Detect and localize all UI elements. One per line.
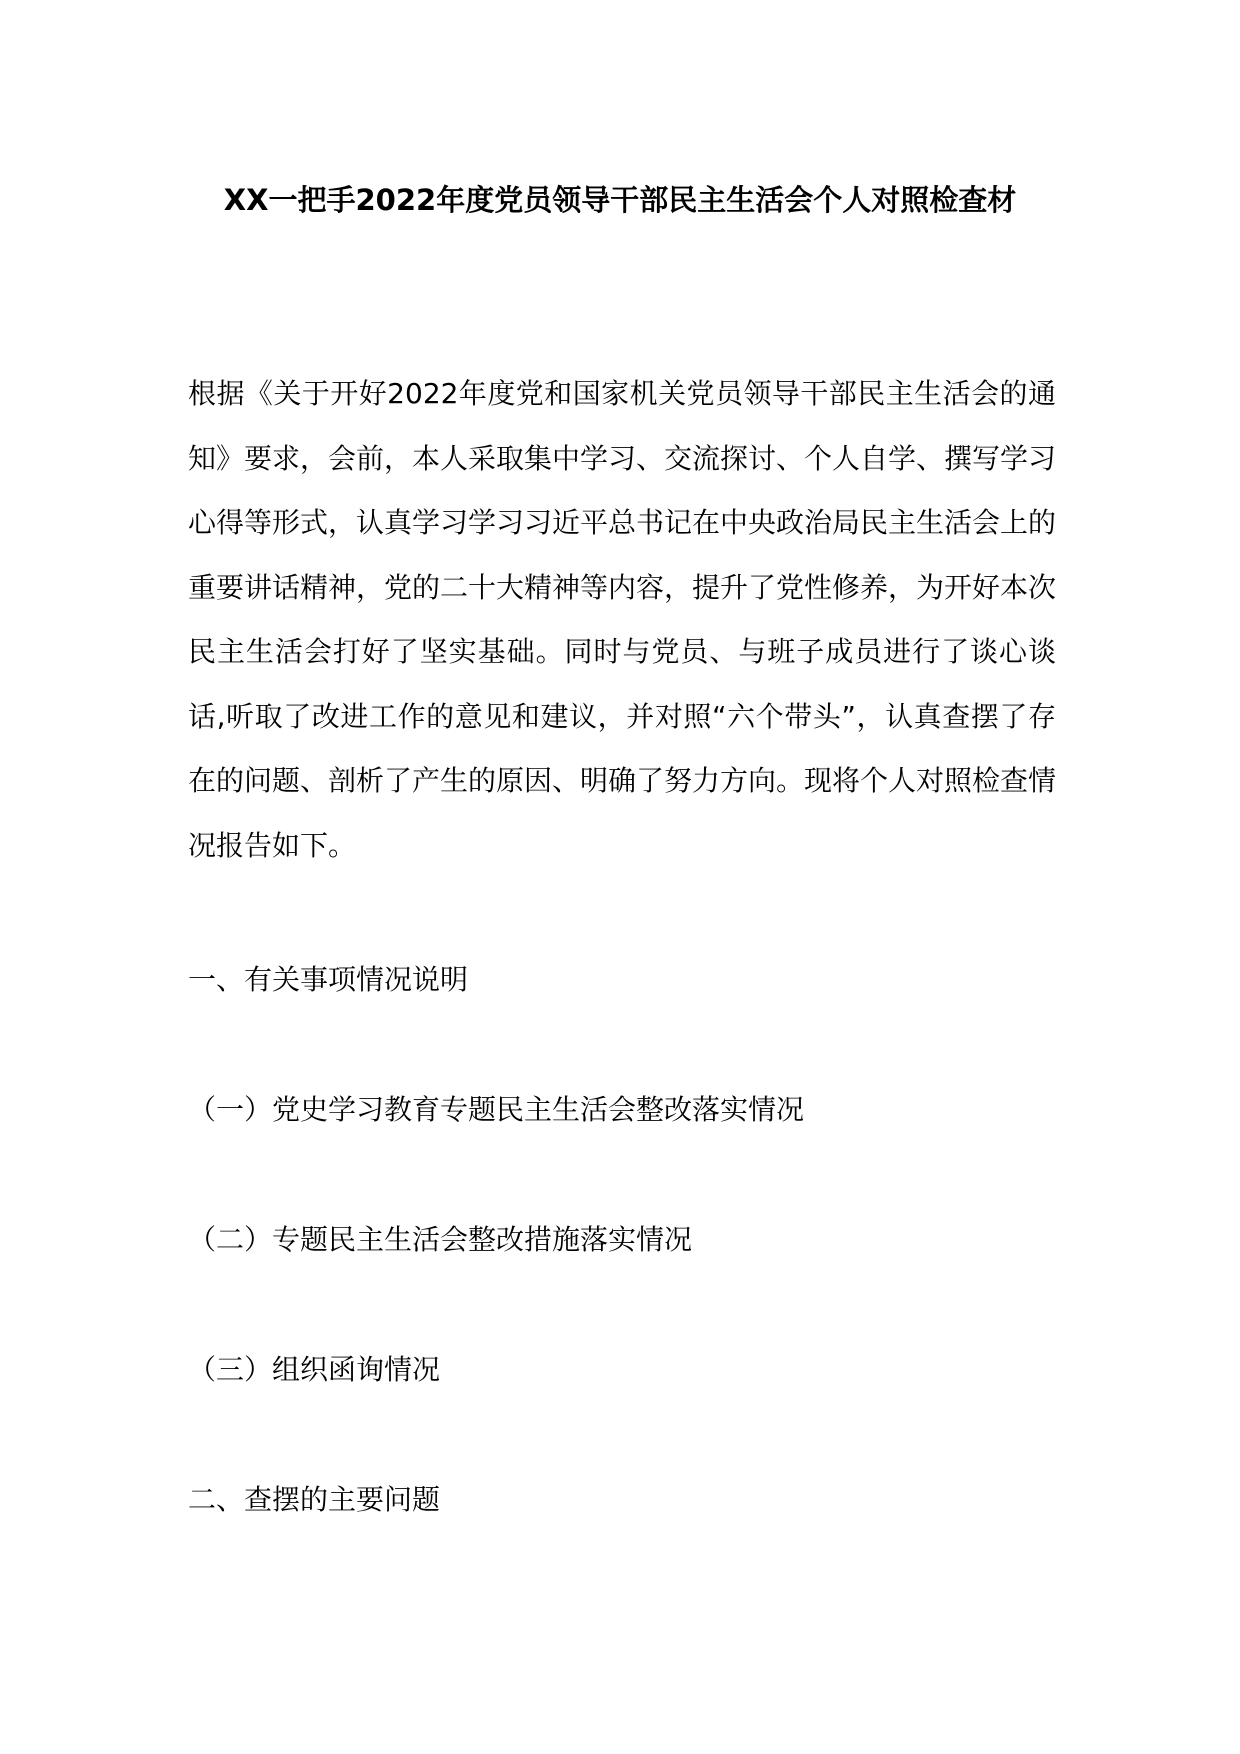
- intro-paragraph: 根据《关于开好2022年度党和国家机关党员领导干部民主生活会的通知》要求，会前，本人采取集中学习、交流探讨、个人自学、撰写学习心得等形式，认真学习学习习近平总书记在中央政治局民主生活会上的重要讲话精神，党的二十大精神等内容，提升了党性修养，为开好本次民主生活会打好了坚实基础。同时与党员、与班子成员进行了谈心谈话,听取了改进工作的意见和建议，并对照“六个带头”，认真查摆了存在的问题、剖析了产生的原因、明确了努力方向。现将个人对照检查情况报告如下。: [188, 377, 1057, 862]
- subsection-heading-1: （一）党史学习教育专题民主生活会整改落实情况: [188, 1093, 805, 1126]
- section-heading-1: 一、有关事项情况说明: [188, 963, 469, 996]
- section-heading-2: 二、查摆的主要问题: [188, 1483, 441, 1516]
- subsection-heading-2: （二）专题民主生活会整改措施落实情况: [188, 1223, 693, 1256]
- subsection-heading-3: （三）组织函询情况: [188, 1353, 441, 1386]
- document-title: XX一把手2022年度党员领导干部民主生活会个人对照检查材: [223, 183, 1017, 217]
